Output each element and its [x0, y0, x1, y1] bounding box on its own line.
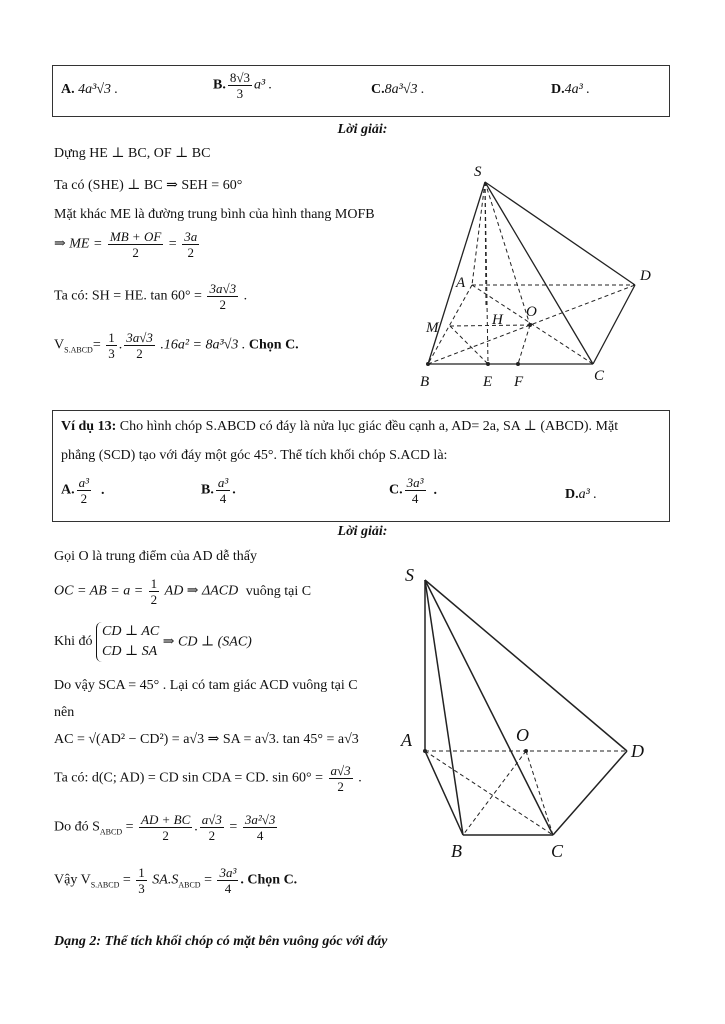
sol13-l9-frac2: [217, 865, 238, 896]
label-o: O: [526, 304, 537, 320]
ex13-option-b-label: B.: [201, 482, 214, 498]
label-m: M: [426, 320, 439, 336]
sol13-l9-sub2: ABCD: [178, 880, 201, 890]
sol13-l9-n2: 3a³: [219, 865, 237, 880]
sol12-l6-body: .16a² = 8a³√3 .: [160, 337, 246, 353]
sol12-l5-frac: [207, 281, 238, 312]
sol13-l9-n1: 1: [138, 865, 145, 880]
sol13-l2-n: 1: [150, 576, 158, 591]
sol13-l9-lhs: Vậy V: [54, 872, 91, 888]
label-e: E: [483, 374, 493, 390]
sol13-l8-eq2: =: [229, 819, 238, 835]
ex13-text-line2: phẳng (SCD) tạo với đáy một góc 45°. Thể tích khối chóp S.ACD là:: [61, 448, 448, 463]
pyramid-figure-ex12: [400, 140, 670, 398]
sol13-l9-d2: 4: [224, 881, 232, 896]
point-b: [426, 362, 430, 366]
edge-cd: [593, 285, 635, 364]
label-c: C: [594, 368, 605, 384]
ex13-option-d: [565, 487, 597, 503]
option-a: [61, 82, 118, 98]
sol13-l9-answer: . Chọn C.: [240, 872, 298, 888]
sol13-l8-d3: 4: [256, 828, 264, 843]
point-o: [528, 323, 532, 327]
label-c: C: [551, 841, 564, 861]
sol13-l7-end: .: [358, 770, 362, 786]
ex13-option-c: [389, 475, 437, 506]
sol13-l9-d1: 3: [138, 881, 145, 896]
label-d: D: [640, 268, 651, 284]
ex13-option-a-frac: [77, 475, 91, 506]
sol12-line1: Dựng HE ⊥ BC, OF ⊥ BC: [54, 146, 211, 161]
sol12-l4-n1: MB + OF: [109, 229, 162, 244]
sol13-l3-row1: CD ⊥ AC: [102, 624, 160, 639]
ex13-option-c-frac: [405, 475, 426, 506]
sol13-l9-eq: =: [122, 872, 131, 888]
option-c-label: C.: [371, 82, 385, 97]
label-a: A: [456, 275, 466, 291]
sol12-line2: Ta có (SHE) ⊥ BC ⇒ SEH = 60°: [54, 178, 243, 193]
sol13-l8-sub: ABCD: [99, 827, 123, 837]
sol12-l5-d: 2: [219, 297, 227, 312]
sol13-line9: [54, 865, 297, 896]
sol13-line4: Do vậy SCA = 45° . Lại có tam giác ACD vuông tại C: [54, 678, 358, 693]
sol13-l7-lhs: Ta có: d(C; AD) = CD sin CDA = CD. sin 60° =: [54, 770, 324, 786]
sol13-l2-lhs: OC = AB = a =: [54, 583, 144, 599]
ex13-option-d-label: D.: [565, 487, 579, 502]
ex13-label: Ví dụ 13:: [61, 419, 117, 434]
ex13-option-d-value: a³ .: [578, 487, 597, 502]
ex13-option-a-den: 2: [80, 491, 88, 506]
sol13-l2-mid: AD ⇒ ΔACD: [164, 583, 239, 599]
edge-sd: [485, 182, 635, 285]
ex13-option-b-num: a³: [217, 475, 229, 490]
pyramid-figure-ex13: [395, 555, 665, 890]
sol12-l4-d1: 2: [132, 245, 139, 260]
ex13-option-c-den: 4: [411, 491, 419, 506]
ex13-text1: Cho hình chóp S.ABCD có đáy là nửa lục giác đều cạnh a, AD= 2a, SA ⊥ (ABCD). Mặt: [119, 419, 619, 434]
sol13-line6: AC = √(AD² − CD²) = a√3 ⇒ SA = a√3. tan 45° = a√3: [54, 732, 359, 747]
sol13-l8-eq: =: [125, 819, 134, 835]
point-a: [423, 749, 427, 753]
point-f: [516, 362, 520, 366]
seg-ob: [463, 751, 526, 835]
sol13-line5: nên: [54, 705, 75, 720]
sol13-l8-d1: 2: [162, 828, 169, 843]
sol12-line6: $V_{S.ABCD}=$ $\frac{1}{3}$ . $\frac{3a√3}{2}$ .16a² = 8a³√3 . Chọn C.: [54, 330, 299, 361]
sol12-l6-v: V: [54, 337, 65, 353]
option-b-tail: a³ .: [253, 77, 273, 93]
label-o: O: [516, 725, 529, 745]
option-d-label: D.: [551, 82, 565, 97]
sol13-l9-frac1: [136, 865, 147, 896]
ex13-option-a-label: A.: [61, 482, 75, 498]
sol12-l6-answer: Chọn C.: [248, 337, 299, 353]
point-e: [486, 362, 490, 366]
sol13-l8-frac2: [200, 812, 224, 843]
sol13-l8-frac3: [243, 812, 278, 843]
sol13-l7-n: a√3: [330, 763, 351, 778]
sol12-l4-frac2: [182, 229, 199, 260]
label-b: B: [451, 841, 462, 861]
seg-so: [485, 182, 530, 325]
sol12-l4-frac1: [108, 229, 163, 260]
edge-sc: [485, 182, 593, 364]
sol12-l6-n1: 1: [108, 330, 115, 345]
sol13-l8-d2: 2: [208, 828, 216, 843]
diag-ac: [472, 285, 593, 364]
sol12-l6-n2: 3a√3: [126, 330, 153, 345]
sol13-l2-end: vuông tại C: [245, 583, 312, 599]
sol12-l5-end: .: [243, 288, 248, 304]
sol12-l4-n2: 3a: [184, 229, 198, 244]
sol12-l6-d2: 2: [136, 346, 143, 361]
sol12-l6-sub: S.ABCD: [64, 345, 93, 355]
sol13-l2-frac: [149, 576, 160, 607]
sol12-l5-lhs: Ta có: SH = HE. tan 60° =: [54, 288, 202, 304]
sol13-line3: [54, 622, 252, 662]
seg-sh: [485, 182, 486, 308]
label-s: S: [474, 164, 482, 180]
sol13-l8-n1: AD + BC: [141, 812, 191, 827]
sol13-l8-n2: a√3: [201, 812, 222, 827]
option-b-fraction: [228, 70, 252, 101]
label-a: A: [401, 730, 412, 750]
sol12-l4-d2: 2: [187, 245, 194, 260]
seg-oc: [526, 751, 553, 835]
sol13-l3-result: ⇒ CD ⊥ (SAC): [162, 634, 252, 650]
sol13-line2: [54, 576, 311, 607]
sol13-l3-row2: CD ⊥ SA: [102, 644, 158, 659]
label-f: F: [514, 374, 524, 390]
label-b: B: [420, 374, 430, 390]
option-b-label: B.: [213, 77, 226, 93]
option-d-value: 4a³ .: [564, 82, 590, 97]
sol12-line5: [54, 281, 247, 312]
option-c-value: 8a³√3 .: [384, 82, 425, 97]
option-a-value: 4a³√3 .: [78, 82, 119, 97]
ex13-text-line1: [61, 418, 618, 435]
label-s: S: [405, 565, 414, 585]
seg-me: [450, 326, 488, 364]
sol13-l8-lhs: Do đó S: [54, 819, 100, 835]
sol12-line4: [54, 229, 201, 260]
sol12-l6-eq: =: [92, 337, 101, 353]
sol12-l4-eq: =: [168, 236, 177, 252]
ex13-option-c-num: 3a³: [406, 475, 424, 490]
sol13-l7-frac: [329, 763, 353, 794]
ex13-option-c-tail: .: [433, 482, 438, 498]
sol13-line7: [54, 763, 362, 794]
ex13-option-a: [61, 475, 105, 506]
label-h: H: [492, 312, 503, 328]
option-b-num: 8√3: [229, 70, 250, 85]
ex13-option-b: [201, 475, 236, 506]
sol12-l6-frac2: [124, 330, 155, 361]
sol13-l8-n3: 3a²√3: [244, 812, 276, 827]
ex13-option-a-num: a³: [78, 475, 90, 490]
sol13-l2-d: 2: [150, 592, 158, 607]
ex13-option-b-tail: .: [232, 482, 236, 498]
option-b: [213, 70, 272, 101]
sol12-l5-n: 3a√3: [209, 281, 237, 296]
ex13-option-c-label: C.: [389, 482, 403, 498]
sol12-l4-lhs: ⇒ ME =: [54, 236, 103, 252]
sol13-l9-mid: SA.S: [152, 872, 179, 888]
label-d: D: [631, 741, 644, 761]
section-heading-dang2: Dạng 2: Thể tích khối chóp có mặt bên vuông góc với đáy: [54, 934, 388, 949]
ex13-option-b-frac: [216, 475, 230, 506]
sol12-line3: Mặt khác ME là đường trung bình của hình thang MOFB: [54, 207, 375, 222]
option-d: [551, 82, 590, 98]
edge-sa: [472, 182, 485, 285]
seg-of: [518, 325, 530, 364]
edge-sb: [428, 182, 485, 364]
sol13-l9-sub: S.ABCD: [90, 880, 120, 890]
option-c: [371, 82, 425, 98]
answer-options-box-ex12: [52, 65, 670, 117]
sol13-l3-lhs: Khi đó: [54, 634, 93, 649]
ex13-option-a-tail: .: [101, 482, 105, 498]
seg-mo: [450, 325, 530, 326]
sol13-line8: Do đó $S_{ABCD}$ = $\frac{AD + BC}{2}$ . $\frac{a√3}{2}$ = $\frac{\text{3a²√3}}{4}$: [54, 812, 276, 843]
sol13-line1: Gọi O là trung điểm của AD dễ thấy: [54, 549, 257, 564]
solution-heading-ex12: Lời giải:: [337, 122, 388, 137]
sol13-l8-frac1: [139, 812, 192, 843]
sol12-l6-d1: 3: [108, 346, 115, 361]
edge-cd: [553, 751, 627, 835]
point-o: [524, 749, 528, 753]
option-a-label: A.: [61, 82, 75, 97]
problem-box-ex13: [52, 410, 670, 522]
sol12-l6-frac1: [106, 330, 117, 361]
option-b-den: 3: [236, 86, 244, 101]
ex13-option-b-den: 4: [219, 491, 227, 506]
sol13-l3-system: [96, 622, 159, 662]
sol13-l7-d: 2: [337, 779, 344, 794]
solution-heading-ex13: Lời giải:: [337, 524, 388, 539]
sol13-l9-eq2: =: [204, 872, 212, 888]
